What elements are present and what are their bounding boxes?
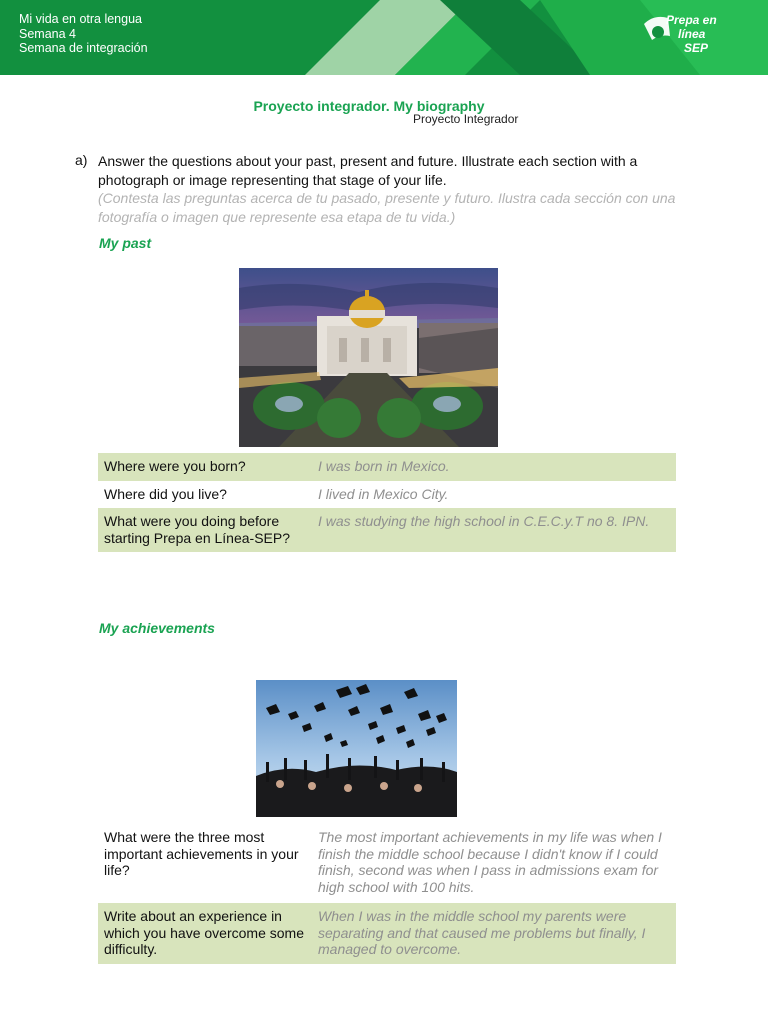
question-cell: What were the three most important achievements in your life? xyxy=(104,829,299,878)
question-text: Answer the questions about your past, present and future. Illustrate each section with a photograph or image representing that stage of your life. xyxy=(98,153,638,188)
table-row xyxy=(98,824,676,902)
answer-cell: I lived in Mexico City. xyxy=(318,485,449,502)
document-title: Proyecto integrador. My biography xyxy=(253,98,485,114)
question-cell: Where were you born? xyxy=(98,453,312,481)
question-cell: Write about an experience in which you have overcome some difficulty. xyxy=(98,902,312,964)
achievements-photo-graduation xyxy=(256,680,457,817)
question-block xyxy=(98,152,688,226)
clipped-subtitle: Proyecto Integrador xyxy=(413,112,519,126)
table-row xyxy=(98,453,676,481)
answer-cell: When I was in the middle school my parents were separating and that caused me problems but finally, I managed to overcome. xyxy=(312,902,676,964)
logo-text-line1: Prepa en xyxy=(666,13,717,27)
past-photo-bellas-artes xyxy=(239,268,498,447)
prepa-en-linea-logo xyxy=(640,10,720,66)
table-row xyxy=(98,902,676,964)
section-heading-achievements: My achievements xyxy=(99,620,215,636)
question-cell: What were you doing before starting Prepa en Línea-SEP? xyxy=(98,508,312,552)
answer-cell: I was born in Mexico. xyxy=(312,453,676,481)
logo-text-line3: SEP xyxy=(684,41,709,55)
table-row xyxy=(98,508,676,552)
question-translation: (Contesta las preguntas acerca de tu pasado, presente y futuro. Ilustra cada sección con una fotografía o imagen que represente esa etapa de tu vida.) xyxy=(98,190,676,225)
logo-text-line2: línea xyxy=(678,27,706,41)
week-name: Semana de integración xyxy=(19,41,148,55)
question-cell: Where did you live? xyxy=(104,485,227,502)
table-row xyxy=(98,481,676,509)
achievements-questions-table xyxy=(98,824,676,964)
past-questions-table xyxy=(98,453,676,552)
week-number: Semana 4 xyxy=(19,26,76,41)
banner-course-info xyxy=(19,12,148,56)
question-letter: a) xyxy=(75,152,88,168)
course-name: Mi vida en otra lengua xyxy=(19,12,142,26)
answer-cell: The most important achievements in my life was when I finish the middle school because I didn't know if I could finish, second was when I pass in admissions exam for high school with 100 hits. xyxy=(318,829,662,895)
header-banner xyxy=(0,0,768,75)
section-heading-past: My past xyxy=(99,235,152,251)
answer-cell: I was studying the high school in C.E.C.y.T no 8. IPN. xyxy=(312,508,676,552)
